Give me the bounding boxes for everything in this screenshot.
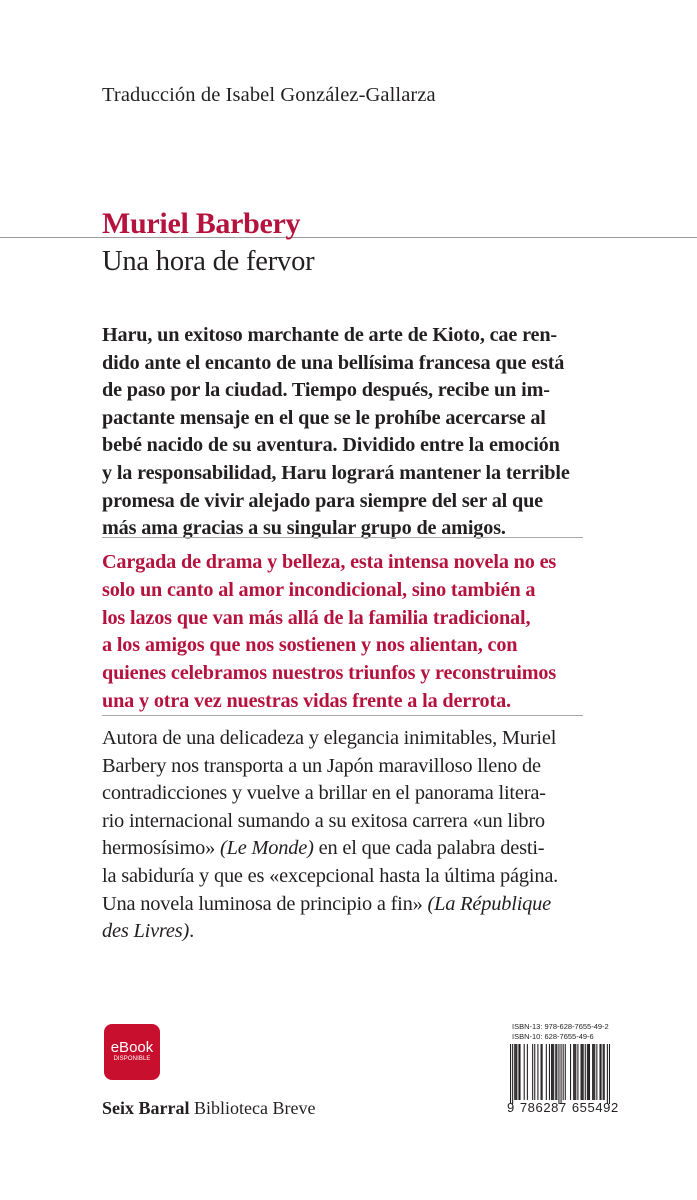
quote-source: (La République <box>427 892 552 915</box>
quote-source: (Le Monde) <box>220 837 314 860</box>
ebook-label: eBook <box>110 1039 154 1056</box>
synopsis-line: y la responsabilidad, Haru logrará mantener la terrible <box>102 461 570 484</box>
praise-text: hermosísimo» <box>102 837 221 860</box>
praise-paragraph <box>102 725 592 946</box>
section-divider <box>102 537 583 538</box>
barcode-bar <box>552 1044 553 1100</box>
barcode-bar <box>510 1044 511 1104</box>
ebook-badge <box>104 1024 160 1080</box>
praise-line: Barbery nos transporta a un Japón maravilloso lleno de <box>102 754 541 777</box>
barcode-bar <box>534 1044 535 1100</box>
barcode-bar <box>570 1044 571 1100</box>
synopsis-line: de paso por la ciudad. Tiempo después, recibe un im- <box>102 379 550 402</box>
barcode-bar <box>515 1044 516 1100</box>
barcode-bar <box>583 1044 584 1100</box>
author-name: Muriel Barbery <box>102 207 301 240</box>
praise-line <box>102 918 592 946</box>
barcode-bar <box>609 1044 610 1104</box>
barcode-bar <box>592 1044 593 1100</box>
barcode <box>510 1044 610 1104</box>
barcode-bar <box>551 1044 552 1100</box>
barcode-bar <box>563 1044 564 1100</box>
barcode-bar <box>512 1044 513 1104</box>
barcode-bar <box>561 1044 562 1104</box>
barcode-bar <box>549 1044 550 1100</box>
barcode-bar <box>577 1044 578 1100</box>
barcode-bar <box>574 1044 575 1100</box>
praise-line: contradicciones y vuelve a brillar en el panorama litera- <box>102 782 546 805</box>
barcode-bar <box>603 1044 604 1100</box>
synopsis-line: pactante mensaje en el que se le prohíbe acercarse al <box>102 406 546 429</box>
barcode-bar <box>516 1044 517 1100</box>
barcode-bar <box>607 1044 608 1104</box>
synopsis-line: promesa de vivir alejado para siempre del ser al que <box>102 489 543 512</box>
barcode-bar <box>537 1044 538 1100</box>
highlight-line: quienes celebramos nuestros triunfos y reconstruimos <box>102 662 557 685</box>
highlight-line: Cargada de drama y belleza, esta intensa novela no es <box>102 551 557 573</box>
synopsis-line: bebé nacido de su aventura. Dividido entre la emoción <box>102 434 560 457</box>
publisher-name: Seix Barral <box>102 1098 190 1118</box>
highlight-line: una y otra vez nuestras vidas frente a la derrota. <box>102 689 511 712</box>
barcode-bar <box>541 1044 542 1100</box>
praise-text: . <box>189 920 194 943</box>
barcode-bar <box>565 1044 566 1100</box>
barcode-bar <box>585 1044 586 1100</box>
barcode-bar <box>553 1044 554 1100</box>
section-divider <box>102 715 583 716</box>
barcode-bar <box>546 1044 547 1100</box>
praise-text: Una novela luminosa de principio a fin» <box>102 892 428 915</box>
isbn-10: ISBN-10: 628-7655-49-6 <box>512 1032 594 1041</box>
quote-source: des Livres) <box>102 920 190 943</box>
barcode-bar <box>601 1044 602 1100</box>
barcode-bar <box>593 1044 594 1100</box>
barcode-bar <box>599 1044 600 1100</box>
book-title: Una hora de fervor <box>102 246 315 277</box>
barcode-bar <box>594 1044 595 1100</box>
synopsis-line: dido ante el encanto de una bellísima francesa que está <box>102 351 565 374</box>
barcode-bar <box>524 1044 525 1100</box>
praise-line <box>102 891 592 919</box>
synopsis-paragraph <box>102 322 592 543</box>
barcode-bar <box>587 1044 588 1100</box>
ean-left-group: 786287 <box>519 1100 567 1115</box>
ean-first-digit: 9 <box>507 1100 515 1115</box>
barcode-bar <box>575 1044 576 1100</box>
barcode-bar <box>527 1044 528 1100</box>
ean-number <box>507 1100 619 1115</box>
praise-text: en el que cada palabra desti- <box>313 837 545 860</box>
highlight-line: solo un canto al amor incondicional, sino también a <box>102 578 536 601</box>
ean-right-group: 655492 <box>571 1100 619 1115</box>
praise-line: rio internacional sumando a su exitosa carrera «un libro <box>102 809 545 832</box>
highlight-paragraph <box>102 549 592 716</box>
highlight-line: a los amigos que nos sostienen y nos alientan, con <box>102 634 518 657</box>
ebook-sublabel: DISPONIBLE <box>113 1056 151 1062</box>
barcode-bar <box>519 1044 520 1100</box>
barcode-bar <box>514 1044 515 1100</box>
isbn-13: ISBN-13: 978-628-7655-49-2 <box>512 1022 609 1031</box>
synopsis-line: Haru, un exitoso marchante de arte de Kioto, cae ren- <box>102 324 557 346</box>
barcode-bar <box>582 1044 583 1100</box>
collection-name: Biblioteca Breve <box>194 1098 316 1118</box>
barcode-bar <box>556 1044 557 1100</box>
barcode-bar <box>596 1044 597 1100</box>
barcode-bar <box>518 1044 519 1100</box>
barcode-bar <box>589 1044 590 1100</box>
barcode-bar <box>558 1044 559 1104</box>
barcode-bar <box>588 1044 589 1100</box>
praise-line: Autora de una delicadeza y elegancia inimitables, Muriel <box>102 727 557 749</box>
publisher-imprint <box>102 1098 315 1119</box>
translator-credit: Traducción de Isabel González-Gallarza <box>102 84 436 106</box>
barcode-bar <box>573 1044 574 1100</box>
praise-line: la sabiduría y que es «excepcional hasta la última página. <box>102 864 559 887</box>
barcode-bar <box>604 1044 605 1100</box>
barcode-bar <box>555 1044 556 1100</box>
barcode-bar <box>542 1044 543 1100</box>
praise-line <box>102 835 592 863</box>
highlight-line: los lazos que van más allá de la familia tradicional, <box>102 606 531 629</box>
synopsis-line: más ama gracias a su singular grupo de amigos. <box>102 517 506 540</box>
barcode-bar <box>532 1044 533 1100</box>
barcode-bar <box>581 1044 582 1100</box>
